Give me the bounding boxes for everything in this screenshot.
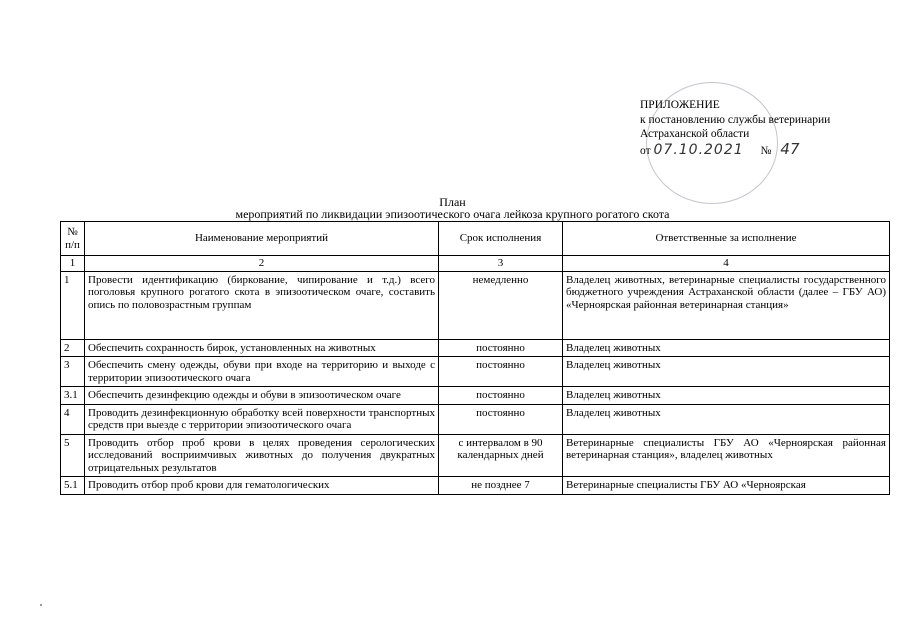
row-measure: Обеспечить дезинфекцию одежды и обуви в эпизоотическом очаге xyxy=(85,387,439,405)
row-responsible: Владелец животных xyxy=(563,404,890,434)
row-responsible: Владелец животных xyxy=(563,387,890,405)
appendix-title: ПРИЛОЖЕНИЕ xyxy=(640,99,720,111)
table-row xyxy=(61,271,890,339)
appendix-line-2: к постановлению службы ветеринарии xyxy=(640,113,831,126)
col-number-2: 2 xyxy=(85,256,439,272)
row-responsible: Владелец животных, ветеринарные специалисты государственного бюджетного учреждения Астраханской области (далее – ГБУ АО) «Черноярская районная ветеринарная станция» xyxy=(563,271,890,339)
row-number: 2 xyxy=(61,339,85,357)
row-number: 3.1 xyxy=(61,387,85,405)
table-row xyxy=(61,387,890,405)
row-number: 4 xyxy=(61,404,85,434)
appendix-date-line xyxy=(640,139,830,159)
row-measure: Проводить отбор проб крови для гематологических xyxy=(85,477,439,495)
appendix-line-3: Астраханской области xyxy=(640,128,750,140)
appendix-block xyxy=(640,98,830,158)
handwritten-number: 47 xyxy=(780,139,800,158)
scan-speck xyxy=(40,604,42,606)
col-number-4: 4 xyxy=(563,256,890,272)
plan-title: План xyxy=(439,195,466,209)
row-term: с интервалом в 90 календарных дней xyxy=(439,434,563,477)
date-prefix: от xyxy=(640,144,651,157)
row-number: 1 xyxy=(61,271,85,339)
column-number-row xyxy=(61,256,890,272)
table-row xyxy=(61,357,890,387)
header-term: Срок исполнения xyxy=(439,222,563,256)
col-number-1: 1 xyxy=(61,256,85,272)
row-term: не позднее 7 xyxy=(439,477,563,495)
row-term: постоянно xyxy=(439,387,563,405)
row-measure: Проводить дезинфекционную обработку всей поверхности транспортных средств при выезде с территории эпизоотического очага xyxy=(85,404,439,434)
row-term: постоянно xyxy=(439,357,563,387)
row-number: 3 xyxy=(61,357,85,387)
number-sign: № xyxy=(760,144,772,157)
row-measure: Провести идентификацию (биркование, чипирование и т.д.) всего поголовья крупного рогатого скота в эпизоотическом очаге, составить опись по половозрастным группам xyxy=(85,271,439,339)
row-number: 5 xyxy=(61,434,85,477)
row-responsible: Ветеринарные специалисты ГБУ АО «Черноярская xyxy=(563,477,890,495)
row-term: постоянно xyxy=(439,339,563,357)
row-term: постоянно xyxy=(439,404,563,434)
handwritten-date: 07.10.2021 xyxy=(653,141,744,158)
row-responsible: Владелец животных xyxy=(563,339,890,357)
header-name: Наименование мероприятий xyxy=(85,222,439,256)
col-number-3: 3 xyxy=(439,256,563,272)
row-term: немедленно xyxy=(439,271,563,339)
plan-subtitle: мероприятий по ликвидации эпизоотического очага лейкоза крупного рогатого скота xyxy=(235,207,670,221)
table-row xyxy=(61,434,890,477)
table-row xyxy=(61,339,890,357)
row-number: 5.1 xyxy=(61,477,85,495)
table-row xyxy=(61,477,890,495)
row-measure: Обеспечить сохранность бирок, установленных на животных xyxy=(85,339,439,357)
measures-table xyxy=(60,221,890,495)
header-number: № п/п xyxy=(61,222,85,256)
row-measure: Обеспечить смену одежды, обуви при входе на территорию и выходе с территории эпизоотического очага xyxy=(85,357,439,387)
header-responsible: Ответственные за исполнение xyxy=(563,222,890,256)
row-responsible: Владелец животных xyxy=(563,357,890,387)
table-row xyxy=(61,404,890,434)
table-header-row xyxy=(61,222,890,256)
row-measure: Проводить отбор проб крови в целях проведения серологических исследований восприимчивых животных до получения двукратных отрицательных результатов xyxy=(85,434,439,477)
row-responsible: Ветеринарные специалисты ГБУ АО «Черноярская районная ветеринарная станция», владелец животных xyxy=(563,434,890,477)
